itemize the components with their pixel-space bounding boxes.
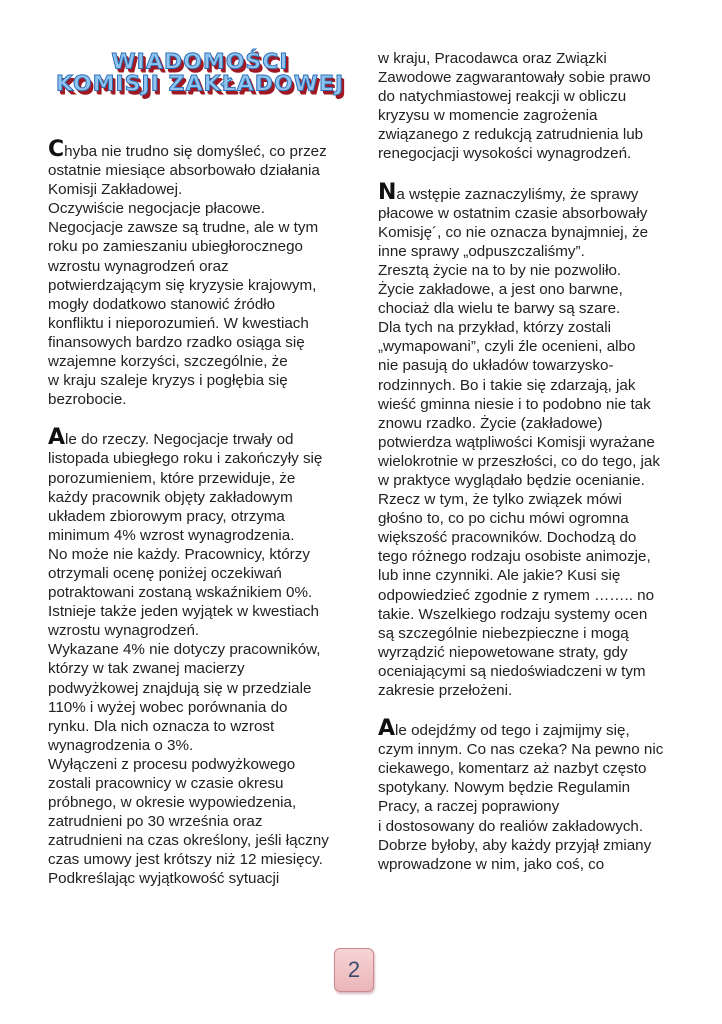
- text-line: otrzymali ocenę poniżej oczekiwań: [48, 564, 282, 582]
- paragraph-negotiations: [48, 425, 358, 888]
- text-line: tego różnego rodzaju osobiste animozje,: [378, 548, 651, 566]
- text-line: takie. Wszelkiego rodzaju systemy ocen: [378, 605, 648, 623]
- text-line: inne sprawy „odpuszczaliśmy”.: [378, 242, 585, 260]
- text-line: głośno to, co po cichu mówi ogromna: [378, 510, 629, 528]
- text-line: renegocjacji wysokości wynagrodzeń.: [378, 145, 632, 163]
- text-line: spotykany. Nowym będzie Regulamin: [378, 779, 631, 797]
- text-line: ostatnie miesiące absorbowało działania: [48, 162, 320, 180]
- text-line: wieść gminna niesie i to podobno nie tak: [378, 395, 651, 413]
- text-line: Wyłączeni z procesu podwyżkowego: [48, 755, 296, 773]
- text-line: wyrządzić niepowetowane straty, gdy: [378, 643, 628, 661]
- text-line: porozumieniem, które przewiduje, że: [48, 469, 296, 487]
- text-line: potwierdzającym się kryzysie krajowym,: [48, 276, 317, 294]
- drop-cap: A: [48, 425, 66, 451]
- left-column: [48, 137, 358, 889]
- text-line: rynku. Dla nich oznacza to wzrost: [48, 717, 275, 735]
- text-line: są szczególnie niebezpieczne i mogą: [378, 624, 629, 642]
- text-line: Życie zakładowe, a jest ono barwne,: [378, 281, 623, 299]
- text-line: układem zbiorowym pracy, otrzyma: [48, 507, 285, 525]
- paragraph-intro: [48, 137, 358, 409]
- text-line: listopada ubiegłego roku i zakończyły się: [48, 450, 323, 468]
- newsletter-title: [55, 52, 345, 96]
- text-line: Negocjacje zawsze są trudne, ale w tym: [48, 219, 319, 237]
- text-line: No może nie każdy. Pracownicy, którzy: [48, 545, 310, 563]
- text-line: chociaż dla wielu te barwy są szare.: [378, 300, 621, 318]
- text-line: podwyżkowej znajdują się w przedziale: [48, 679, 312, 697]
- paragraph-continuation: [378, 49, 688, 164]
- text-line: a wstępie zaznaczyliśmy, że sprawy: [396, 185, 639, 203]
- text-line: Dobrze byłoby, aby każdy przyjął zmiany: [378, 836, 652, 854]
- text-line: i dostosowany do realiów zakładowych.: [378, 817, 644, 835]
- title-line-2: KOMISJI ZAKŁADOWEJ: [55, 72, 345, 97]
- text-line: większość pracowników. Dochodzą do: [378, 529, 637, 547]
- text-line: Zawodowe zagwarantowały sobie prawo: [378, 69, 651, 87]
- text-line: w kraju szaleje kryzys i pogłębia się: [48, 372, 288, 390]
- text-line: le odejdźmy od tego i zajmijmy się,: [395, 722, 630, 740]
- text-line: nie pasują do układów towarzysko-: [378, 357, 614, 375]
- text-line: czas umowy jest krótszy niż 12 miesięcy.: [48, 851, 323, 869]
- text-line: finansowych bardzo rzadko osiąga się: [48, 333, 305, 351]
- text-line: kryzysu w momencie zagrożenia: [378, 107, 598, 125]
- text-line: Komisję´, co nie oznacza bynajmniej, że: [378, 223, 649, 241]
- text-line: Dla tych na przykład, którzy zostali: [378, 319, 611, 337]
- text-line: wynagrodzenia o 3%.: [48, 736, 194, 754]
- text-line: Wykazane 4% nie dotyczy pracowników,: [48, 641, 321, 659]
- text-line: związanego z redukcją zatrudnienia lub: [378, 126, 644, 144]
- text-line: minimum 4% wzrost wynagrodzenia.: [48, 526, 295, 544]
- text-line: zatrudnieni na czas określony, jeśli łączny: [48, 832, 329, 850]
- text-line: w kraju, Pracodawca oraz Związki: [378, 50, 607, 67]
- text-line: znowu rzadko. Życie (zakładowe): [378, 414, 603, 432]
- text-line: w praktyce wyglądało będzie ocenianie.: [378, 471, 645, 489]
- text-line: ciekawego, komentarz aż nazbyt często: [378, 760, 647, 778]
- text-line: potwierdza wątpliwości Komisji wyrażane: [378, 433, 655, 451]
- text-line: konfliktu i nieporozumień. W kwestiach: [48, 314, 309, 332]
- right-column: [378, 49, 688, 874]
- text-line: próbnego, w okresie wypowiedzenia,: [48, 794, 297, 812]
- text-line: Komisji Zakładowej.: [48, 181, 183, 199]
- text-line: płacowe w ostatnim czasie absorbowały: [378, 204, 648, 222]
- text-line: czym innym. Co nas czeka? Na pewno nic: [378, 741, 664, 759]
- text-line: zakresie przełożeni.: [378, 682, 513, 699]
- text-line: le do rzeczy. Negocjacje trwały od: [65, 431, 294, 449]
- text-line: rodzinnych. Bo i takie się zdarzają, jak: [378, 376, 636, 394]
- title-line-1: WIADOMOŚCI: [111, 50, 289, 75]
- text-line: oceniającymi są niedoświadczeni w tym: [378, 662, 646, 680]
- text-line: Oczywiście negocjacje płacowe.: [48, 200, 265, 218]
- drop-cap: A: [378, 716, 396, 742]
- text-line: wprowadzone w nim, jako coś, co: [378, 855, 605, 873]
- text-line: Zresztą życie na to by nie pozwoliło.: [378, 261, 622, 279]
- text-line: Rzecz w tym, że tylko związek mówi: [378, 491, 622, 509]
- text-line: 110% i wyżej wobec porównania do: [48, 698, 288, 716]
- text-line: Podkreślając wyjątkowość sytuacji: [48, 870, 280, 888]
- text-line: Pracy, a raczej poprawiony: [378, 798, 560, 816]
- text-line: bezrobocie.: [48, 391, 127, 409]
- text-line: wzajemne korzyści, szczególnie, że: [48, 353, 288, 371]
- page-number-badge: 2: [334, 948, 374, 992]
- text-line: Istnieje także jeden wyjątek w kwestiach: [48, 603, 319, 621]
- drop-cap: N: [378, 179, 397, 205]
- text-line: lub inne czynniki. Ale jakie? Kusi się: [378, 567, 621, 585]
- drop-cap: C: [48, 137, 65, 162]
- text-line: wzrostu wynagrodzeń.: [48, 622, 200, 640]
- text-line: zostali pracownicy w czasie okresu: [48, 775, 284, 792]
- text-line: którzy w tak zwanej macierzy: [48, 660, 245, 678]
- text-line: potraktowani zostaną wskaźnikiem 0%.: [48, 584, 313, 602]
- paragraph-work-regulations: [378, 716, 688, 874]
- text-line: roku po zamieszaniu ubiegłorocznego: [48, 238, 303, 256]
- text-line: „wymapowani”, czyli źle ocenieni, albo: [378, 338, 636, 356]
- text-line: do natychmiastowej reakcji w obliczu: [378, 88, 627, 106]
- text-line: mogły dodatkowo stanowić źródło: [48, 295, 276, 313]
- paragraph-other-matters: [378, 179, 688, 701]
- text-line: wielokrotnie w przeszłości, co do tego, jak: [378, 452, 660, 470]
- text-line: hyba nie trudno się domyśleć, co przez: [64, 143, 327, 160]
- text-line: każdy pracownik objęty zakładowym: [48, 488, 293, 506]
- text-line: odpowiedzieć zgodnie z rymem …….. no: [378, 586, 655, 604]
- text-line: wzrostu wynagrodzeń oraz: [48, 257, 229, 275]
- text-line: zatrudnieni po 30 września oraz: [48, 813, 263, 831]
